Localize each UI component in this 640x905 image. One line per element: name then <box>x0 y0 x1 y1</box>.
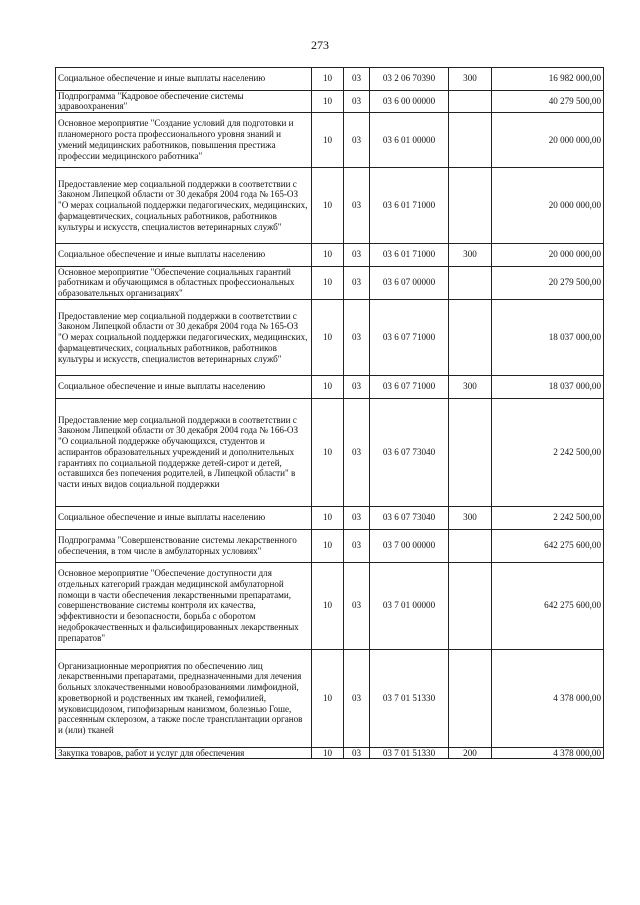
table-row <box>56 113 604 168</box>
row-ministry-code: 10 <box>312 376 344 399</box>
row-ministry-code: 10 <box>312 68 344 91</box>
row-subsection-code: 03 <box>344 562 370 649</box>
row-subsection-code: 03 <box>344 376 370 399</box>
row-subsection-code: 03 <box>344 266 370 299</box>
row-target-article: 03 6 07 00000 <box>370 266 449 299</box>
row-ministry-code: 10 <box>312 398 344 507</box>
row-target-article: 03 7 01 51330 <box>370 649 449 747</box>
row-expense-type: 200 <box>449 747 492 759</box>
row-expense-type <box>449 113 492 168</box>
row-ministry-code: 10 <box>312 562 344 649</box>
row-expense-type <box>449 562 492 649</box>
row-expense-type <box>449 649 492 747</box>
row-target-article: 03 6 00 00000 <box>370 90 449 113</box>
row-description: Социальное обеспечение и иные выплаты населению <box>56 244 312 267</box>
row-ministry-code: 10 <box>312 90 344 113</box>
table-row <box>56 68 604 91</box>
table-row <box>56 649 604 747</box>
row-description: Социальное обеспечение и иные выплаты населению <box>56 376 312 399</box>
row-target-article: 03 6 07 71000 <box>370 376 449 399</box>
row-description: Предоставление мер социальной поддержки в соответствии с Законом Липецкой области от 30 декабря 2004 года № 165-ОЗ "О мерах социальной поддержки педагогических, медицинских, фармацевтических, социальных работников, работников культуры и искусств, специалистов ветеринарных служб" <box>56 167 312 243</box>
table-row <box>56 90 604 113</box>
row-target-article: 03 6 01 00000 <box>370 113 449 168</box>
row-ministry-code: 10 <box>312 299 344 375</box>
row-amount: 18 037 000,00 <box>492 299 604 375</box>
row-description: Подпрограмма "Совершенствование системы лекарственного обеспечения, в том числе в амбулаторных условиях" <box>56 529 312 562</box>
row-subsection-code: 03 <box>344 649 370 747</box>
row-description: Основное мероприятие "Создание условий для подготовки и планомерного роста профессионального уровня знаний и умений медицинских работников, повышения престижа профессии медицинского работника" <box>56 113 312 168</box>
row-amount: 20 000 000,00 <box>492 244 604 267</box>
page-number: 273 <box>311 38 329 52</box>
row-description: Основное мероприятие "Обеспечение доступности для отдельных категорий граждан медицинской амбулаторной помощи в части обеспечения лекарственными препаратами, совершенствование системы контроля их качества, эффективности и безопасности, борьба с оборотом недоброкачественных и фальсифицированных лекарственных препаратов" <box>56 562 312 649</box>
row-description: Социальное обеспечение и иные выплаты населению <box>56 68 312 91</box>
row-target-article: 03 6 07 73040 <box>370 398 449 507</box>
row-amount: 4 378 000,00 <box>492 747 604 759</box>
row-expense-type <box>449 90 492 113</box>
row-expense-type <box>449 167 492 243</box>
table-row <box>56 747 604 759</box>
row-target-article: 03 6 07 73040 <box>370 507 449 530</box>
row-ministry-code: 10 <box>312 747 344 759</box>
table-row <box>56 376 604 399</box>
row-subsection-code: 03 <box>344 747 370 759</box>
row-subsection-code: 03 <box>344 529 370 562</box>
row-subsection-code: 03 <box>344 113 370 168</box>
row-expense-type: 300 <box>449 507 492 530</box>
row-expense-type <box>449 398 492 507</box>
row-subsection-code: 03 <box>344 167 370 243</box>
row-amount: 20 000 000,00 <box>492 167 604 243</box>
row-description: Основное мероприятие "Обеспечение социальных гарантий работникам и обучающимся в областных профессиональных образовательных организациях" <box>56 266 312 299</box>
row-amount: 16 982 000,00 <box>492 68 604 91</box>
row-ministry-code: 10 <box>312 507 344 530</box>
row-ministry-code: 10 <box>312 113 344 168</box>
table-row <box>56 562 604 649</box>
row-expense-type <box>449 266 492 299</box>
row-target-article: 03 6 07 71000 <box>370 299 449 375</box>
row-expense-type <box>449 299 492 375</box>
row-amount: 642 275 600,00 <box>492 562 604 649</box>
row-ministry-code: 10 <box>312 649 344 747</box>
row-description: Подпрограмма "Кадровое обеспечение системы здравоохранения" <box>56 90 312 113</box>
row-subsection-code: 03 <box>344 299 370 375</box>
table-row <box>56 507 604 530</box>
row-expense-type <box>449 529 492 562</box>
row-target-article: 03 6 01 71000 <box>370 244 449 267</box>
row-target-article: 03 7 00 00000 <box>370 529 449 562</box>
table-row <box>56 167 604 243</box>
row-target-article: 03 7 01 51330 <box>370 747 449 759</box>
row-ministry-code: 10 <box>312 244 344 267</box>
row-amount: 40 279 500,00 <box>492 90 604 113</box>
row-subsection-code: 03 <box>344 507 370 530</box>
row-description: Предоставление мер социальной поддержки в соответствии с Законом Липецкой области от 30 декабря 2004 года № 165-ОЗ "О мерах социальной поддержки педагогических, медицинских, фармацевтических, социальных работников, работников культуры и искусств, специалистов ветеринарных служб" <box>56 299 312 375</box>
row-expense-type: 300 <box>449 244 492 267</box>
row-description: Предоставление мер социальной поддержки в соответствии с Законом Липецкой области от 30 декабря 2004 года № 166-ОЗ "О социальной поддержке обучающихся, студентов и аспирантов образовательных учреждений и дополнительных гарантиях по социальной поддержке детей-сирот и детей, оставшихся без попечения родителей, в Липецкой области" в части иных видов социальной поддержки <box>56 398 312 507</box>
row-amount: 18 037 000,00 <box>492 376 604 399</box>
row-subsection-code: 03 <box>344 398 370 507</box>
table-row <box>56 244 604 267</box>
row-subsection-code: 03 <box>344 68 370 91</box>
row-amount: 4 378 000,00 <box>492 649 604 747</box>
row-amount: 2 242 500,00 <box>492 507 604 530</box>
table-row <box>56 398 604 507</box>
row-amount: 2 242 500,00 <box>492 398 604 507</box>
row-ministry-code: 10 <box>312 167 344 243</box>
row-subsection-code: 03 <box>344 244 370 267</box>
row-amount: 642 275 600,00 <box>492 529 604 562</box>
row-ministry-code: 10 <box>312 266 344 299</box>
row-description: Организационные мероприятия по обеспечению лиц лекарственными препаратами, предназначенными для лечения больных злокачественными новообразованиями лимфоидной, кроветворной и родственных им тканей, гемофилией, муковисцидозом, гипофизарным нанизмом, болезнью Гоше, рассеянным склерозом, а также после трансплантации органов и (или) тканей <box>56 649 312 747</box>
table-row <box>56 529 604 562</box>
table-row <box>56 266 604 299</box>
row-description: Закупка товаров, работ и услуг для обеспечения <box>56 747 312 759</box>
row-target-article: 03 7 01 00000 <box>370 562 449 649</box>
row-amount: 20 000 000,00 <box>492 113 604 168</box>
row-description: Социальное обеспечение и иные выплаты населению <box>56 507 312 530</box>
row-amount: 20 279 500,00 <box>492 266 604 299</box>
budget-table <box>55 67 604 759</box>
row-target-article: 03 2 06 70390 <box>370 68 449 91</box>
row-subsection-code: 03 <box>344 90 370 113</box>
row-ministry-code: 10 <box>312 529 344 562</box>
table-row <box>56 299 604 375</box>
row-expense-type: 300 <box>449 376 492 399</box>
row-target-article: 03 6 01 71000 <box>370 167 449 243</box>
row-expense-type: 300 <box>449 68 492 91</box>
